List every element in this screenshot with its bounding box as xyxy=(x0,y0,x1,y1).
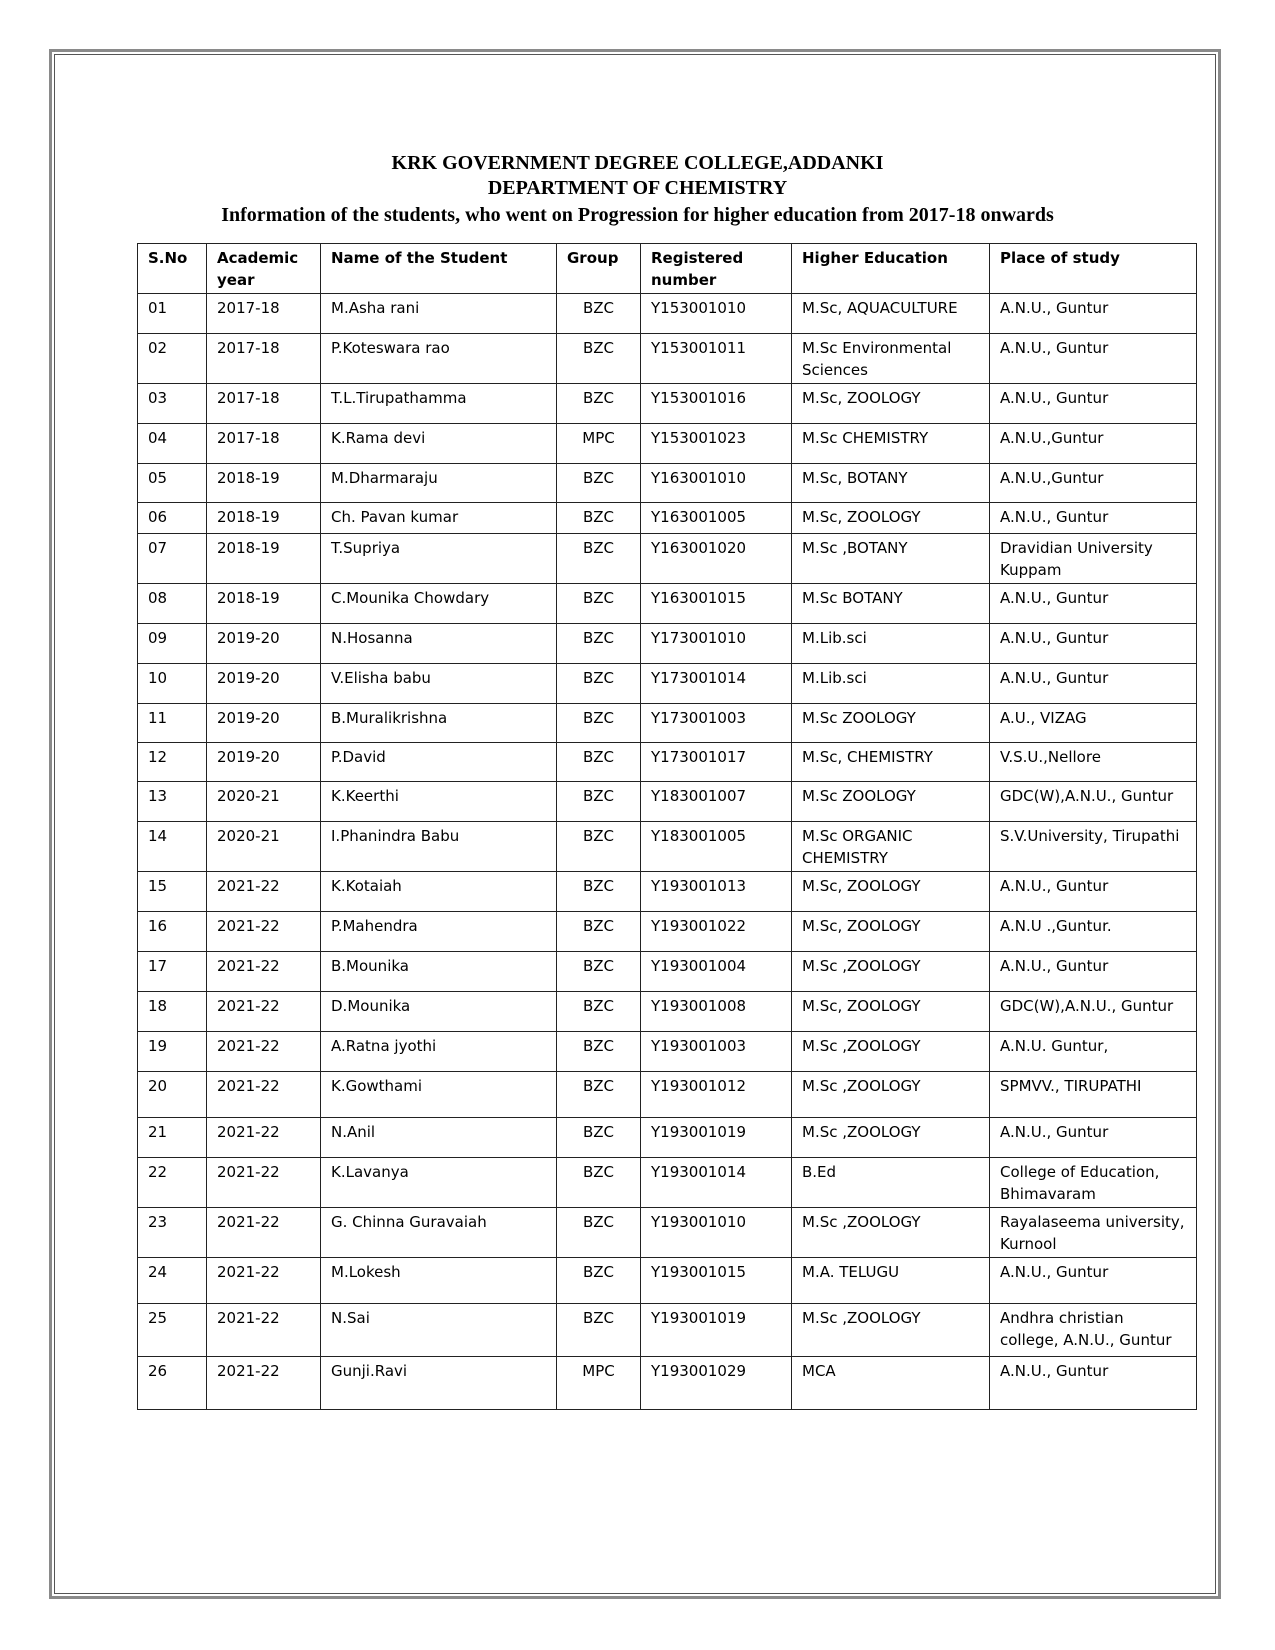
cell-sno: 11 xyxy=(138,704,207,743)
cell-registered-number: Y163001005 xyxy=(641,503,792,534)
cell-registered-number: Y193001014 xyxy=(641,1158,792,1208)
cell-place-of-study: Rayalaseema university, Kurnool xyxy=(990,1208,1197,1258)
cell-place-of-study: A.N.U., Guntur xyxy=(990,584,1197,624)
column-header-higher-education: Higher Education xyxy=(792,244,990,294)
cell-place-of-study: A.N.U., Guntur xyxy=(990,664,1197,704)
cell-higher-education: M.Sc ,BOTANY xyxy=(792,534,990,584)
document-subtitle: Information of the students, who went on Progression for higher education from 2017-18 onwards xyxy=(221,204,1054,226)
cell-student-name: B.Mounika xyxy=(321,952,557,992)
cell-registered-number: Y163001015 xyxy=(641,584,792,624)
cell-academic-year: 2019-20 xyxy=(207,624,321,664)
cell-place-of-study: College of Education, Bhimavaram xyxy=(990,1158,1197,1208)
cell-group: BZC xyxy=(557,384,641,424)
table-row xyxy=(138,822,1197,872)
column-header-registered-number: Registered number xyxy=(641,244,792,294)
cell-place-of-study: Dravidian University Kuppam xyxy=(990,534,1197,584)
cell-place-of-study: GDC(W),A.N.U., Guntur xyxy=(990,992,1197,1032)
cell-sno: 10 xyxy=(138,664,207,704)
college-title: KRK GOVERNMENT DEGREE COLLEGE,ADDANKI xyxy=(391,152,884,174)
cell-higher-education: M.Sc, AQUACULTURE xyxy=(792,294,990,334)
cell-group: BZC xyxy=(557,1304,641,1357)
cell-registered-number: Y193001019 xyxy=(641,1118,792,1158)
cell-sno: 23 xyxy=(138,1208,207,1258)
cell-sno: 08 xyxy=(138,584,207,624)
cell-registered-number: Y193001029 xyxy=(641,1357,792,1410)
table-row xyxy=(138,294,1197,334)
table-row xyxy=(138,1304,1197,1357)
cell-student-name: Ch. Pavan kumar xyxy=(321,503,557,534)
cell-place-of-study: A.N.U., Guntur xyxy=(990,872,1197,912)
table-row xyxy=(138,952,1197,992)
cell-academic-year: 2018-19 xyxy=(207,534,321,584)
cell-group: BZC xyxy=(557,1072,641,1118)
cell-place-of-study: Andhra christian college, A.N.U., Guntur xyxy=(990,1304,1197,1357)
cell-group: BZC xyxy=(557,334,641,384)
cell-student-name: K.Kotaiah xyxy=(321,872,557,912)
table-row xyxy=(138,1357,1197,1410)
cell-group: BZC xyxy=(557,1258,641,1304)
cell-group: BZC xyxy=(557,534,641,584)
cell-sno: 24 xyxy=(138,1258,207,1304)
cell-registered-number: Y153001016 xyxy=(641,384,792,424)
cell-group: BZC xyxy=(557,1208,641,1258)
cell-place-of-study: A.N.U., Guntur xyxy=(990,1118,1197,1158)
cell-academic-year: 2018-19 xyxy=(207,464,321,503)
cell-sno: 12 xyxy=(138,743,207,782)
cell-group: BZC xyxy=(557,704,641,743)
cell-higher-education: M.Sc ,ZOOLOGY xyxy=(792,1072,990,1118)
cell-higher-education: M.Sc ,ZOOLOGY xyxy=(792,1304,990,1357)
table-row xyxy=(138,743,1197,782)
table-row xyxy=(138,1208,1197,1258)
cell-academic-year: 2021-22 xyxy=(207,1357,321,1410)
cell-sno: 04 xyxy=(138,424,207,464)
cell-place-of-study: A.N.U.,Guntur xyxy=(990,424,1197,464)
cell-sno: 17 xyxy=(138,952,207,992)
cell-group: BZC xyxy=(557,1032,641,1072)
cell-place-of-study: S.V.University, Tirupathi xyxy=(990,822,1197,872)
table-row xyxy=(138,624,1197,664)
cell-sno: 09 xyxy=(138,624,207,664)
cell-student-name: M.Dharmaraju xyxy=(321,464,557,503)
cell-group: BZC xyxy=(557,464,641,503)
cell-student-name: K.Gowthami xyxy=(321,1072,557,1118)
table-row xyxy=(138,584,1197,624)
table-row xyxy=(138,1072,1197,1118)
cell-academic-year: 2017-18 xyxy=(207,294,321,334)
cell-place-of-study: A.N.U.,Guntur xyxy=(990,464,1197,503)
cell-registered-number: Y193001015 xyxy=(641,1258,792,1304)
cell-registered-number: Y153001010 xyxy=(641,294,792,334)
cell-academic-year: 2017-18 xyxy=(207,424,321,464)
cell-higher-education: M.Sc, ZOOLOGY xyxy=(792,912,990,952)
cell-registered-number: Y183001005 xyxy=(641,822,792,872)
table-row xyxy=(138,912,1197,952)
cell-group: BZC xyxy=(557,992,641,1032)
cell-higher-education: M.Lib.sci xyxy=(792,624,990,664)
cell-academic-year: 2019-20 xyxy=(207,664,321,704)
cell-higher-education: M.Sc ZOOLOGY xyxy=(792,782,990,822)
cell-student-name: K.Rama devi xyxy=(321,424,557,464)
table-row xyxy=(138,334,1197,384)
cell-registered-number: Y183001007 xyxy=(641,782,792,822)
department-title: DEPARTMENT OF CHEMISTRY xyxy=(487,177,788,199)
cell-group: MPC xyxy=(557,424,641,464)
cell-place-of-study: A.N.U., Guntur xyxy=(990,384,1197,424)
cell-sno: 16 xyxy=(138,912,207,952)
cell-registered-number: Y193001022 xyxy=(641,912,792,952)
cell-student-name: M.Asha rani xyxy=(321,294,557,334)
cell-academic-year: 2021-22 xyxy=(207,872,321,912)
cell-registered-number: Y193001019 xyxy=(641,1304,792,1357)
cell-higher-education: MCA xyxy=(792,1357,990,1410)
cell-place-of-study: GDC(W),A.N.U., Guntur xyxy=(990,782,1197,822)
table-row xyxy=(138,872,1197,912)
cell-student-name: T.L.Tirupathamma xyxy=(321,384,557,424)
cell-higher-education: M.Sc ORGANIC CHEMISTRY xyxy=(792,822,990,872)
cell-group: BZC xyxy=(557,822,641,872)
cell-sno: 20 xyxy=(138,1072,207,1118)
cell-student-name: P.David xyxy=(321,743,557,782)
cell-sno: 01 xyxy=(138,294,207,334)
table-row xyxy=(138,782,1197,822)
cell-registered-number: Y193001003 xyxy=(641,1032,792,1072)
cell-group: MPC xyxy=(557,1357,641,1410)
cell-sno: 15 xyxy=(138,872,207,912)
cell-registered-number: Y173001017 xyxy=(641,743,792,782)
cell-student-name: K.Lavanya xyxy=(321,1158,557,1208)
cell-sno: 22 xyxy=(138,1158,207,1208)
cell-group: BZC xyxy=(557,584,641,624)
cell-higher-education: M.Sc, ZOOLOGY xyxy=(792,872,990,912)
cell-place-of-study: A.N.U., Guntur xyxy=(990,334,1197,384)
cell-sno: 26 xyxy=(138,1357,207,1410)
cell-academic-year: 2021-22 xyxy=(207,1118,321,1158)
cell-sno: 07 xyxy=(138,534,207,584)
cell-place-of-study: A.N.U. Guntur, xyxy=(990,1032,1197,1072)
cell-academic-year: 2021-22 xyxy=(207,1032,321,1072)
cell-group: BZC xyxy=(557,743,641,782)
cell-student-name: N.Anil xyxy=(321,1118,557,1158)
cell-student-name: V.Elisha babu xyxy=(321,664,557,704)
column-header-group: Group xyxy=(557,244,641,294)
cell-registered-number: Y163001010 xyxy=(641,464,792,503)
cell-student-name: P.Koteswara rao xyxy=(321,334,557,384)
cell-academic-year: 2021-22 xyxy=(207,952,321,992)
table-row xyxy=(138,1118,1197,1158)
cell-student-name: A.Ratna jyothi xyxy=(321,1032,557,1072)
column-header-sno: S.No xyxy=(138,244,207,294)
cell-student-name: G. Chinna Guravaiah xyxy=(321,1208,557,1258)
cell-student-name: B.Muralikrishna xyxy=(321,704,557,743)
table-row xyxy=(138,1158,1197,1208)
cell-higher-education: M.Sc BOTANY xyxy=(792,584,990,624)
cell-place-of-study: SPMVV., TIRUPATHI xyxy=(990,1072,1197,1118)
cell-group: BZC xyxy=(557,952,641,992)
cell-sno: 18 xyxy=(138,992,207,1032)
cell-group: BZC xyxy=(557,1158,641,1208)
cell-academic-year: 2020-21 xyxy=(207,782,321,822)
cell-higher-education: M.Sc CHEMISTRY xyxy=(792,424,990,464)
table-row xyxy=(138,992,1197,1032)
cell-academic-year: 2021-22 xyxy=(207,992,321,1032)
student-progression-table xyxy=(137,243,1197,1410)
cell-academic-year: 2021-22 xyxy=(207,1304,321,1357)
table-row xyxy=(138,384,1197,424)
cell-group: BZC xyxy=(557,872,641,912)
column-header-student-name: Name of the Student xyxy=(321,244,557,294)
cell-registered-number: Y153001011 xyxy=(641,334,792,384)
cell-sno: 25 xyxy=(138,1304,207,1357)
cell-sno: 02 xyxy=(138,334,207,384)
cell-sno: 14 xyxy=(138,822,207,872)
cell-academic-year: 2021-22 xyxy=(207,1258,321,1304)
table-row xyxy=(138,704,1197,743)
cell-sno: 13 xyxy=(138,782,207,822)
cell-registered-number: Y173001010 xyxy=(641,624,792,664)
cell-higher-education: M.Sc ,ZOOLOGY xyxy=(792,1032,990,1072)
cell-sno: 19 xyxy=(138,1032,207,1072)
cell-sno: 05 xyxy=(138,464,207,503)
cell-academic-year: 2018-19 xyxy=(207,503,321,534)
table-row xyxy=(138,1032,1197,1072)
cell-academic-year: 2021-22 xyxy=(207,1072,321,1118)
cell-place-of-study: A.N.U., Guntur xyxy=(990,952,1197,992)
cell-student-name: N.Sai xyxy=(321,1304,557,1357)
cell-academic-year: 2020-21 xyxy=(207,822,321,872)
column-header-place-of-study: Place of study xyxy=(990,244,1197,294)
cell-place-of-study: A.N.U., Guntur xyxy=(990,1258,1197,1304)
column-header-academic-year: Academic year xyxy=(207,244,321,294)
cell-group: BZC xyxy=(557,294,641,334)
cell-registered-number: Y193001010 xyxy=(641,1208,792,1258)
table-row xyxy=(138,534,1197,584)
cell-registered-number: Y153001023 xyxy=(641,424,792,464)
cell-higher-education: M.Sc Environmental Sciences xyxy=(792,334,990,384)
cell-registered-number: Y163001020 xyxy=(641,534,792,584)
cell-student-name: I.Phanindra Babu xyxy=(321,822,557,872)
cell-student-name: Gunji.Ravi xyxy=(321,1357,557,1410)
cell-group: BZC xyxy=(557,1118,641,1158)
cell-academic-year: 2017-18 xyxy=(207,384,321,424)
cell-place-of-study: A.U., VIZAG xyxy=(990,704,1197,743)
cell-student-name: P.Mahendra xyxy=(321,912,557,952)
cell-academic-year: 2019-20 xyxy=(207,743,321,782)
cell-higher-education: M.Sc, ZOOLOGY xyxy=(792,384,990,424)
cell-registered-number: Y193001004 xyxy=(641,952,792,992)
table-row xyxy=(138,424,1197,464)
cell-higher-education: M.Lib.sci xyxy=(792,664,990,704)
cell-registered-number: Y173001003 xyxy=(641,704,792,743)
cell-registered-number: Y193001008 xyxy=(641,992,792,1032)
cell-place-of-study: A.N.U., Guntur xyxy=(990,1357,1197,1410)
cell-group: BZC xyxy=(557,624,641,664)
cell-sno: 21 xyxy=(138,1118,207,1158)
cell-student-name: K.Keerthi xyxy=(321,782,557,822)
cell-sno: 06 xyxy=(138,503,207,534)
cell-student-name: C.Mounika Chowdary xyxy=(321,584,557,624)
table-row xyxy=(138,464,1197,503)
cell-higher-education: M.Sc, CHEMISTRY xyxy=(792,743,990,782)
cell-student-name: N.Hosanna xyxy=(321,624,557,664)
cell-place-of-study: A.N.U., Guntur xyxy=(990,294,1197,334)
cell-group: BZC xyxy=(557,912,641,952)
cell-student-name: M.Lokesh xyxy=(321,1258,557,1304)
cell-group: BZC xyxy=(557,664,641,704)
cell-higher-education: M.Sc, ZOOLOGY xyxy=(792,503,990,534)
cell-higher-education: M.Sc ,ZOOLOGY xyxy=(792,1118,990,1158)
cell-registered-number: Y193001013 xyxy=(641,872,792,912)
table-body xyxy=(138,294,1197,1410)
cell-academic-year: 2018-19 xyxy=(207,584,321,624)
cell-academic-year: 2019-20 xyxy=(207,704,321,743)
cell-registered-number: Y193001012 xyxy=(641,1072,792,1118)
cell-student-name: T.Supriya xyxy=(321,534,557,584)
cell-higher-education: M.Sc ,ZOOLOGY xyxy=(792,952,990,992)
cell-group: BZC xyxy=(557,503,641,534)
cell-place-of-study: V.S.U.,Nellore xyxy=(990,743,1197,782)
cell-higher-education: M.Sc, BOTANY xyxy=(792,464,990,503)
table-row xyxy=(138,1258,1197,1304)
table-header-row xyxy=(138,244,1197,294)
cell-higher-education: M.A. TELUGU xyxy=(792,1258,990,1304)
cell-academic-year: 2021-22 xyxy=(207,1208,321,1258)
cell-higher-education: M.Sc, ZOOLOGY xyxy=(792,992,990,1032)
cell-place-of-study: A.N.U .,Guntur. xyxy=(990,912,1197,952)
cell-academic-year: 2021-22 xyxy=(207,912,321,952)
cell-place-of-study: A.N.U., Guntur xyxy=(990,624,1197,664)
cell-higher-education: M.Sc ,ZOOLOGY xyxy=(792,1208,990,1258)
cell-higher-education: M.Sc ZOOLOGY xyxy=(792,704,990,743)
cell-sno: 03 xyxy=(138,384,207,424)
table-row xyxy=(138,664,1197,704)
cell-place-of-study: A.N.U., Guntur xyxy=(990,503,1197,534)
cell-group: BZC xyxy=(557,782,641,822)
cell-student-name: D.Mounika xyxy=(321,992,557,1032)
cell-academic-year: 2017-18 xyxy=(207,334,321,384)
cell-academic-year: 2021-22 xyxy=(207,1158,321,1208)
cell-registered-number: Y173001014 xyxy=(641,664,792,704)
cell-higher-education: B.Ed xyxy=(792,1158,990,1208)
table-row xyxy=(138,503,1197,534)
